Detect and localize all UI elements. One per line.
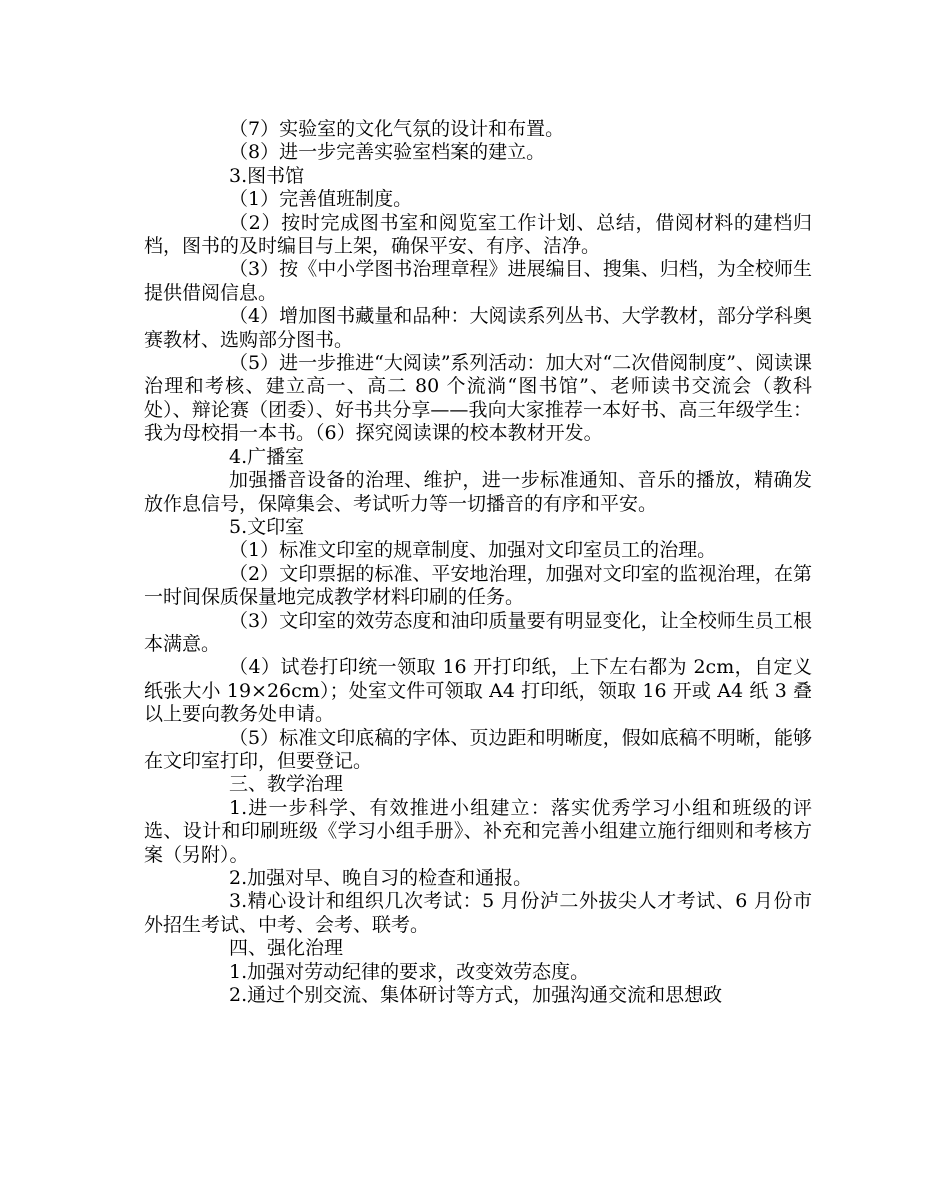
paragraph: （3）文印室的效劳态度和油印质量要有明显变化，让全校师生员工根本满意。 — [144, 609, 812, 655]
paragraph: （5）标准文印底稿的字体、页边距和明晰度，假如底稿不明晰，能够在文印室打印，但要登记。 — [144, 726, 812, 772]
paragraph: （3）按《中小学图书治理章程》进展编目、搜集、归档，为全校师生提供借阅信息。 — [144, 258, 812, 304]
paragraph: （8）进一步完善实验室档案的建立。 — [229, 141, 546, 164]
paragraph: （4）增加图书藏量和品种：大阅读系列丛书、大学教材，部分学科奥赛教材、选购部分图书。 — [144, 305, 812, 351]
paragraph: （2）文印票据的标准、平安地治理，加强对文印室的监视治理，在第一时间保质保量地完成教学材料印刷的任务。 — [144, 562, 812, 609]
paragraph: （5）进一步推进“大阅读”系列活动：加大对“二次借阅制度”、阅读课治理和考核、建立高一、高二 80 个流淌“图书馆”、老师读书交流会（教科处）、辩论赛（团委）、好书共分享——我向大家推荐一本好书、高三年级学生：我为母校捐一本书。（6）探究阅读课的校本教材开发。 — [144, 352, 812, 445]
paragraph: 1.加强对劳动纪律的要求，改变效劳态度。 — [229, 960, 590, 983]
paragraph: 2.通过个别交流、集体研讨等方式，加强沟通交流和思想政 — [229, 984, 723, 1007]
section-heading: 5.文印室 — [229, 515, 305, 538]
section-heading: 4.广播室 — [229, 445, 305, 468]
paragraph: 加强播音设备的治理、维护，进一步标准通知、音乐的播放，精确发放作息信号，保障集会、考试听力等一切播音的有序和平安。 — [144, 469, 812, 515]
paragraph: （7）实验室的文化气氛的设计和布置。 — [229, 118, 565, 140]
section-heading: 3.图书馆 — [229, 164, 305, 187]
paragraph: （1）完善值班制度。 — [229, 188, 413, 211]
paragraph: 3.精心设计和组织几次考试：5 月份泸二外拔尖人才考试、6 月份市外招生考试、中考、会考、联考。 — [144, 890, 812, 936]
paragraph: 1.进一步科学、有效推进小组建立：落实优秀学习小组和班级的评选、设计和印刷班级《学习小组手册》、补充和完善小组建立施行细则和考核方案（另附）。 — [144, 796, 812, 866]
paragraph: （4）试卷打印统一领取 16 开打印纸，上下左右都为 2cm，自定义纸张大小 19×26cm）；处室文件可领取 A4 打印纸，领取 16 开或 A4 纸 3 叠以上要向教务处申请。 — [144, 656, 812, 726]
paragraph: （1）标准文印室的规章制度、加强对文印室员工的治理。 — [229, 539, 717, 562]
paragraph: 2.加强对早、晚自习的检查和通报。 — [229, 867, 533, 889]
paragraph: （2）按时完成图书室和阅览室工作计划、总结，借阅材料的建档归档，图书的及时编目与上架，确保平安、有序、洁净。 — [144, 211, 812, 258]
section-heading: 四、强化治理 — [229, 937, 344, 960]
section-heading: 三、教学治理 — [229, 773, 344, 796]
